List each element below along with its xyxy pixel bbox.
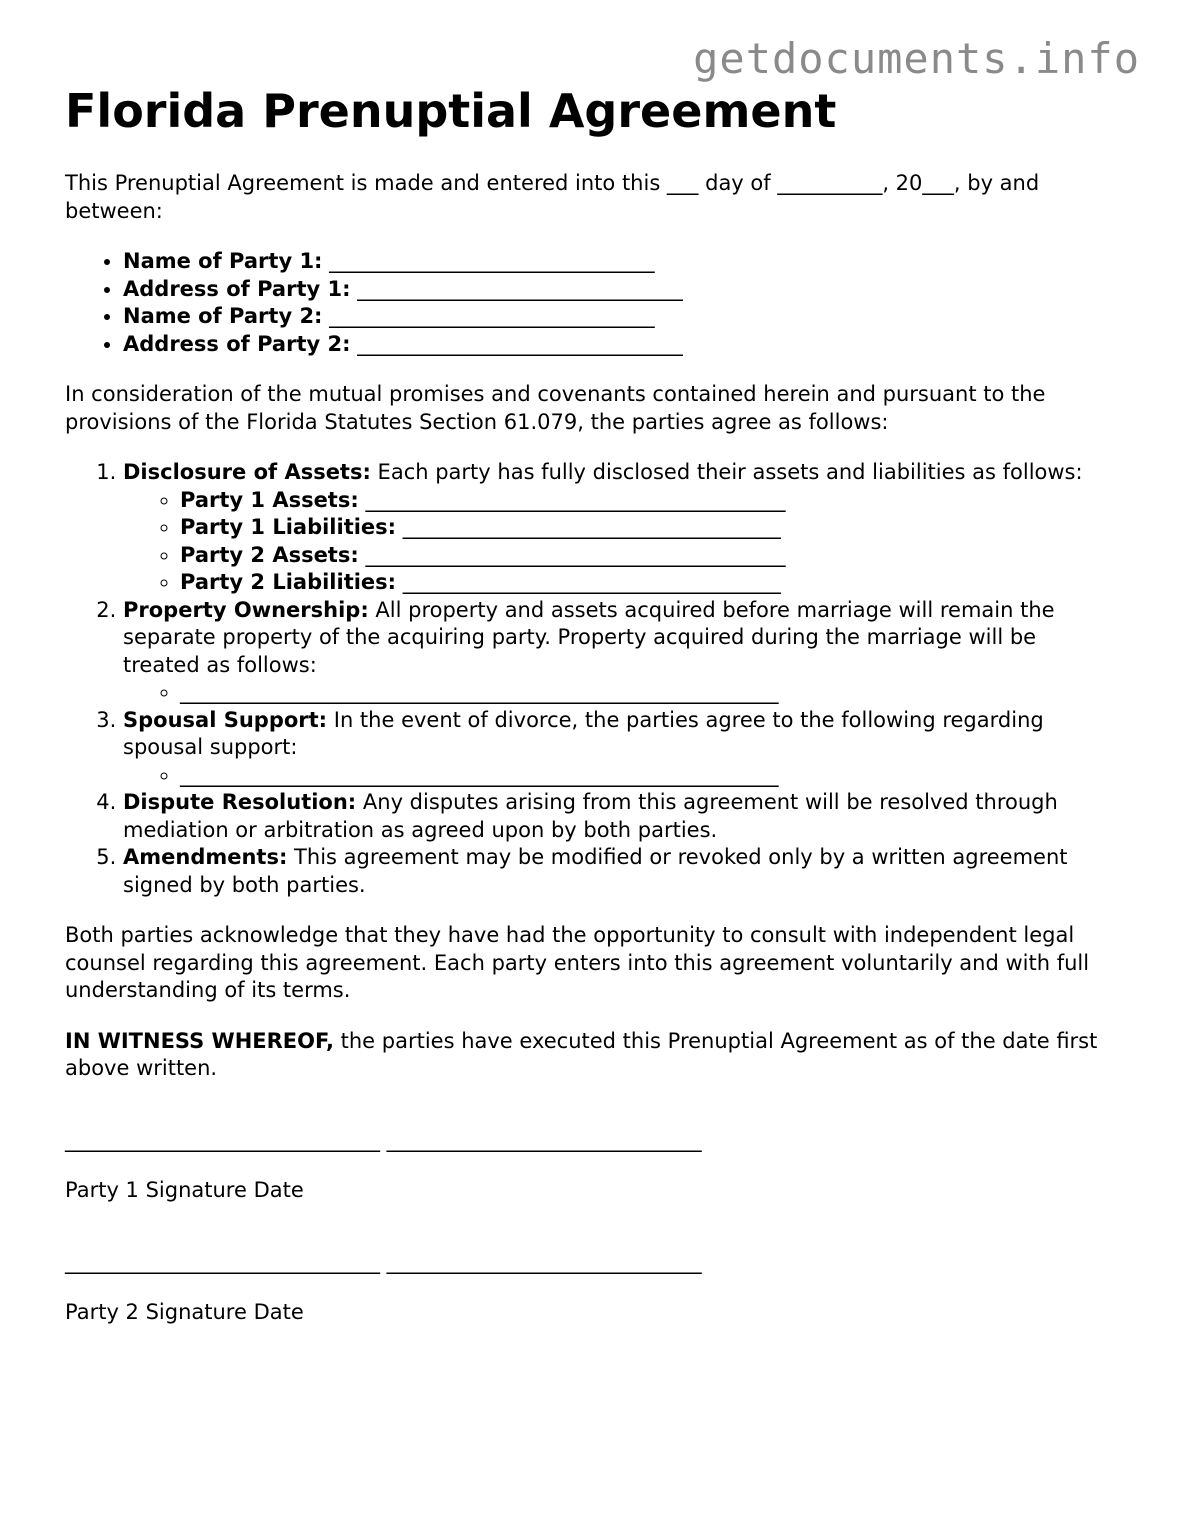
party-label: Name of Party 1:	[123, 249, 323, 273]
clause-heading: Amendments:	[123, 845, 288, 869]
disclosure-item	[180, 514, 1115, 542]
clause-text: All property and assets acquired before marriage will remain the separate property of the acquiring party. Property acquired during the marriage will be treated as follows:	[123, 597, 1055, 677]
party-list	[65, 248, 1115, 358]
disclosure-sublist	[123, 487, 1115, 597]
disclosure-label: Party 2 Assets:	[180, 542, 359, 567]
support-sublist	[123, 762, 1115, 790]
disclosure-item	[180, 487, 1115, 515]
signature-caption-party-1: Party 1 Signature Date	[65, 1178, 304, 1202]
clause-support	[123, 707, 1115, 790]
party-label: Address of Party 2:	[123, 331, 351, 356]
clause-list	[65, 459, 1115, 899]
clause-heading: Spousal Support:	[123, 707, 328, 732]
watermark: getdocuments.info	[693, 34, 1140, 83]
witness-text: the parties have executed this Prenuptial Agreement as of the date first above written.	[65, 1028, 1098, 1080]
witness-paragraph	[65, 1028, 1115, 1083]
clause-dispute	[123, 789, 1115, 844]
document-title: Florida Prenuptial Agreement	[65, 84, 837, 138]
signature-line-party-2: ______________________________ ______________________________	[65, 1249, 702, 1274]
property-sublist	[123, 679, 1115, 707]
blank-line: _________________________________________________________	[180, 762, 779, 787]
disclosure-item	[180, 569, 1115, 597]
clause-text: In the event of divorce, the parties agree to the following regarding spousal support:	[123, 707, 1044, 759]
blank-line: _________________________________________________________	[180, 680, 779, 704]
signature-caption-party-2: Party 2 Signature Date	[65, 1300, 304, 1324]
witness-heading: IN WITNESS WHEREOF,	[65, 1028, 334, 1053]
blank-line: _______________________________	[357, 331, 683, 356]
party-item	[123, 248, 1115, 276]
party-item	[123, 303, 1115, 331]
clause-text: This agreement may be modified or revoked only by a written agreement signed by both parties.	[123, 845, 1068, 897]
disclosure-label: Party 1 Assets:	[180, 487, 359, 512]
party-item	[123, 331, 1115, 359]
blank-line: _______________________________	[329, 249, 655, 273]
party-item	[123, 276, 1115, 304]
blank-item	[180, 762, 1115, 790]
clause-amendments	[123, 844, 1115, 899]
consideration-paragraph: In consideration of the mutual promises and covenants contained herein and pursuant to the provisions of the Florida Statutes Section 61.079, the parties agree as follows:	[65, 382, 1046, 434]
acknowledgment-paragraph: Both parties acknowledge that they have had the opportunity to consult with independent legal counsel regarding this agreement. Each party enters into this agreement voluntarily and with full understanding of its terms.	[65, 923, 1090, 1002]
clause-property	[123, 597, 1115, 707]
disclosure-label: Party 2 Liabilities:	[180, 570, 397, 594]
disclosure-label: Party 1 Liabilities:	[180, 515, 397, 539]
document	[65, 84, 1115, 1327]
clause-text: Each party has fully disclosed their assets and liabilities as follows:	[370, 460, 1083, 484]
clause-heading: Disclosure of Assets:	[123, 460, 371, 484]
blank-line: _______________________________	[357, 276, 683, 301]
blank-line: ________________________________________	[365, 542, 786, 567]
clause-text: Any disputes arising from this agreement will be resolved through mediation or arbitration as agreed upon by both parties.	[123, 790, 1058, 842]
clause-heading: Property Ownership:	[123, 597, 369, 622]
clause-disclosure	[123, 459, 1115, 597]
blank-item	[180, 679, 1115, 707]
clause-heading: Dispute Resolution:	[123, 790, 357, 814]
disclosure-item	[180, 542, 1115, 570]
blank-line: ____________________________________	[402, 515, 781, 539]
blank-line: ____________________________________	[402, 570, 781, 594]
blank-line: ________________________________________	[365, 487, 786, 512]
blank-line: _______________________________	[329, 304, 655, 328]
intro-paragraph: This Prenuptial Agreement is made and entered into this ___ day of __________, 20___, by and between:	[65, 171, 1040, 223]
signature-line-party-1: ______________________________ ______________________________	[65, 1127, 702, 1152]
party-label: Address of Party 1:	[123, 276, 351, 301]
party-label: Name of Party 2:	[123, 304, 323, 328]
